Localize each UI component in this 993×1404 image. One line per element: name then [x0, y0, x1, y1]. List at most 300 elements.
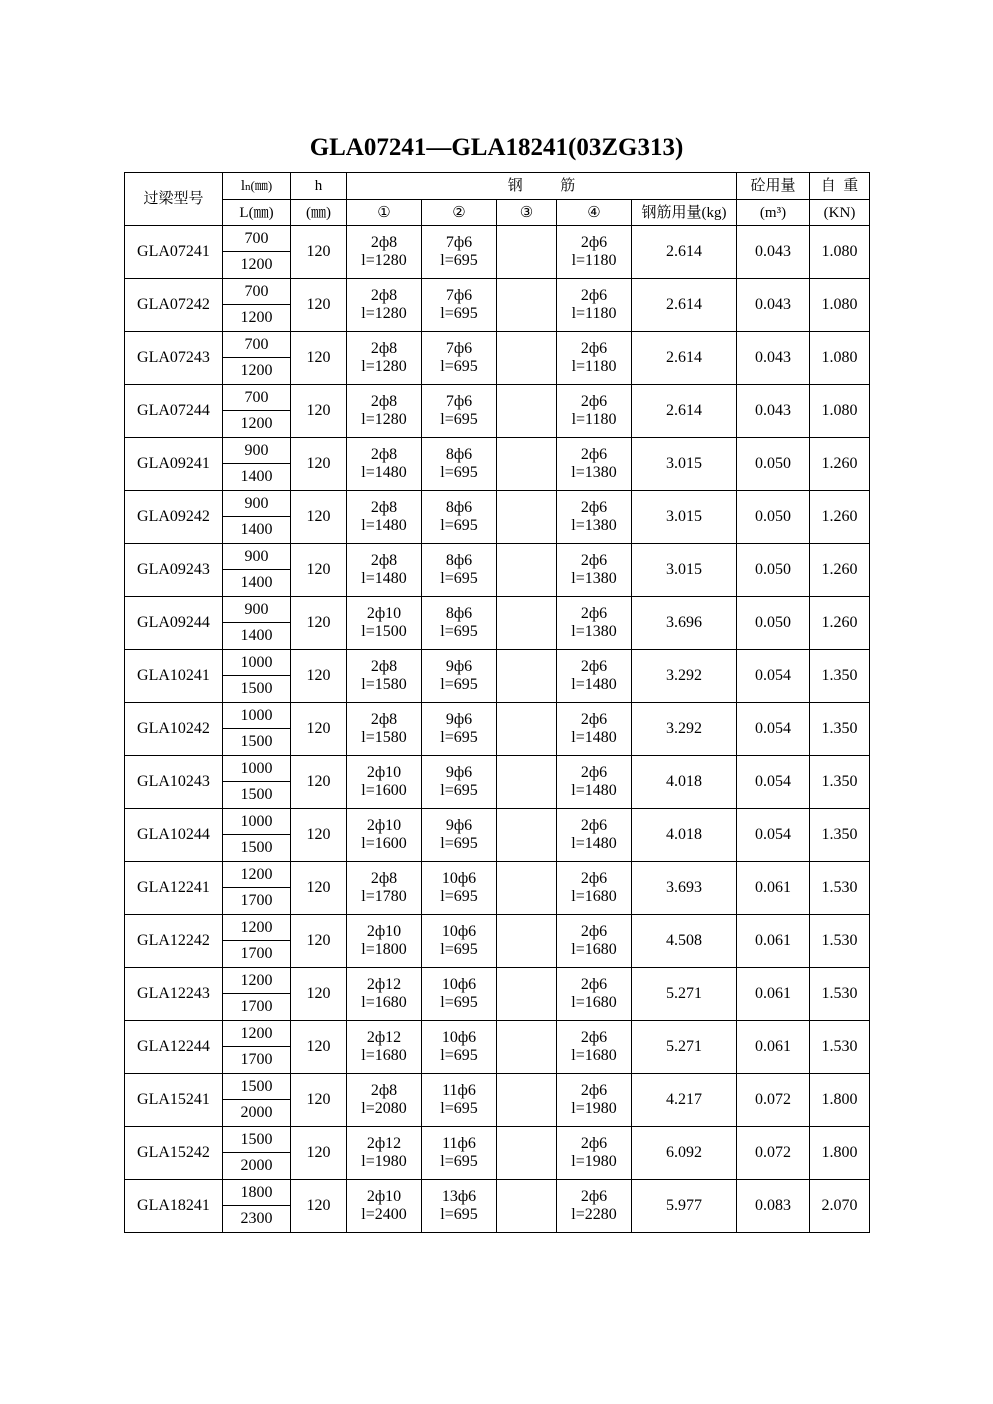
weight-cell: 1.350: [810, 650, 870, 703]
ln-cell: 1500: [223, 1127, 291, 1153]
weight-cell: 1.260: [810, 597, 870, 650]
rebar1-length: l=1780: [347, 888, 422, 915]
header-h-unit: (㎜): [291, 200, 347, 226]
h-cell: 120: [291, 1021, 347, 1074]
steel-amount-cell: 4.217: [632, 1074, 737, 1127]
rebar4-count: 2ф6: [557, 332, 632, 358]
ln-cell: 1200: [223, 862, 291, 888]
rebar4-count: 2ф6: [557, 862, 632, 888]
rebar1-count: 2ф10: [347, 915, 422, 941]
steel-amount-cell: 3.015: [632, 544, 737, 597]
h-cell: 120: [291, 597, 347, 650]
rebar4-count: 2ф6: [557, 1074, 632, 1100]
model-cell: GLA15242: [125, 1127, 223, 1180]
rebar4-length: l=1180: [557, 358, 632, 385]
weight-cell: 1.080: [810, 385, 870, 438]
rebar3-count: [497, 332, 557, 358]
rebar4-length: l=2280: [557, 1206, 632, 1233]
rebar2-length: l=695: [422, 729, 497, 756]
rebar1-count: 2ф10: [347, 597, 422, 623]
rebar2-count: 8ф6: [422, 597, 497, 623]
header-c1: ①: [347, 200, 422, 226]
rebar1-count: 2ф12: [347, 968, 422, 994]
rebar4-count: 2ф6: [557, 809, 632, 835]
ln-cell: 700: [223, 385, 291, 411]
rebar3-length: [497, 1153, 557, 1180]
rebar4-length: l=1680: [557, 994, 632, 1021]
rebar2-length: l=695: [422, 1047, 497, 1074]
rebar4-length: l=1380: [557, 623, 632, 650]
model-cell: GLA18241: [125, 1180, 223, 1233]
rebar1-length: l=1680: [347, 1047, 422, 1074]
ln-cell: 1500: [223, 1074, 291, 1100]
rebar4-count: 2ф6: [557, 1180, 632, 1206]
model-cell: GLA09242: [125, 491, 223, 544]
steel-amount-cell: 5.271: [632, 1021, 737, 1074]
concrete-cell: 0.054: [737, 703, 810, 756]
steel-amount-cell: 2.614: [632, 226, 737, 279]
h-cell: 120: [291, 226, 347, 279]
rebar1-length: l=1580: [347, 729, 422, 756]
L-cell: 2000: [223, 1100, 291, 1127]
weight-cell: 1.260: [810, 438, 870, 491]
concrete-cell: 0.043: [737, 385, 810, 438]
rebar2-count: 8ф6: [422, 544, 497, 570]
L-cell: 1500: [223, 782, 291, 809]
ln-cell: 900: [223, 438, 291, 464]
h-cell: 120: [291, 862, 347, 915]
rebar3-count: [497, 1021, 557, 1047]
L-cell: 2300: [223, 1206, 291, 1233]
L-cell: 1700: [223, 941, 291, 968]
rebar3-length: [497, 623, 557, 650]
weight-cell: 1.530: [810, 862, 870, 915]
weight-cell: 1.260: [810, 491, 870, 544]
header-weight-unit: (KN): [810, 200, 870, 226]
rebar1-length: l=2080: [347, 1100, 422, 1127]
table-row: [125, 332, 870, 358]
rebar4-count: 2ф6: [557, 226, 632, 252]
L-cell: 1400: [223, 517, 291, 544]
table-row: [125, 597, 870, 623]
rebar4-count: 2ф6: [557, 650, 632, 676]
header-ln: ln(㎜): [223, 173, 291, 200]
ln-cell: 1200: [223, 915, 291, 941]
concrete-cell: 0.054: [737, 756, 810, 809]
rebar1-count: 2ф10: [347, 1180, 422, 1206]
steel-amount-cell: 5.271: [632, 968, 737, 1021]
rebar1-length: l=1280: [347, 252, 422, 279]
rebar2-length: l=695: [422, 358, 497, 385]
L-cell: 2000: [223, 1153, 291, 1180]
table-row: [125, 544, 870, 570]
rebar2-count: 11ф6: [422, 1127, 497, 1153]
rebar1-length: l=1280: [347, 305, 422, 332]
rebar2-length: l=695: [422, 1100, 497, 1127]
rebar2-length: l=695: [422, 464, 497, 491]
weight-cell: 1.530: [810, 968, 870, 1021]
concrete-cell: 0.050: [737, 597, 810, 650]
table-row: [125, 1127, 870, 1153]
steel-amount-cell: 2.614: [632, 332, 737, 385]
rebar3-length: [497, 358, 557, 385]
rebar1-length: l=1480: [347, 464, 422, 491]
table-row: [125, 385, 870, 411]
rebar4-length: l=1680: [557, 888, 632, 915]
steel-amount-cell: 4.508: [632, 915, 737, 968]
h-cell: 120: [291, 809, 347, 862]
concrete-cell: 0.061: [737, 1021, 810, 1074]
rebar1-count: 2ф8: [347, 438, 422, 464]
rebar4-count: 2ф6: [557, 491, 632, 517]
table-row: [125, 968, 870, 994]
rebar4-length: l=1480: [557, 676, 632, 703]
rebar2-count: 7ф6: [422, 279, 497, 305]
rebar1-length: l=1680: [347, 994, 422, 1021]
concrete-cell: 0.050: [737, 544, 810, 597]
ln-cell: 700: [223, 279, 291, 305]
rebar1-length: l=1600: [347, 835, 422, 862]
model-cell: GLA15241: [125, 1074, 223, 1127]
header-L: L(㎜): [223, 200, 291, 226]
rebar4-length: l=1180: [557, 411, 632, 438]
rebar1-count: 2ф12: [347, 1021, 422, 1047]
header-steel-amount: 钢筋用量(kg): [632, 200, 737, 226]
table-row: [125, 809, 870, 835]
steel-amount-cell: 2.614: [632, 279, 737, 332]
rebar3-count: [497, 862, 557, 888]
rebar4-length: l=1680: [557, 941, 632, 968]
rebar2-count: 9ф6: [422, 703, 497, 729]
rebar3-length: [497, 570, 557, 597]
table-row: [125, 438, 870, 464]
steel-amount-cell: 3.693: [632, 862, 737, 915]
model-cell: GLA10243: [125, 756, 223, 809]
weight-cell: 1.080: [810, 332, 870, 385]
rebar1-count: 2ф8: [347, 385, 422, 411]
rebar1-length: l=1480: [347, 517, 422, 544]
rebar2-count: 7ф6: [422, 226, 497, 252]
rebar1-length: l=1580: [347, 676, 422, 703]
rebar2-length: l=695: [422, 411, 497, 438]
rebar3-length: [497, 464, 557, 491]
rebar1-length: l=1800: [347, 941, 422, 968]
rebar2-length: l=695: [422, 252, 497, 279]
h-cell: 120: [291, 968, 347, 1021]
concrete-cell: 0.072: [737, 1074, 810, 1127]
rebar3-length: [497, 888, 557, 915]
header-h: h: [291, 173, 347, 200]
rebar2-count: 13ф6: [422, 1180, 497, 1206]
table-row: [125, 491, 870, 517]
steel-amount-cell: 5.977: [632, 1180, 737, 1233]
ln-cell: 1200: [223, 968, 291, 994]
rebar3-length: [497, 676, 557, 703]
rebar2-count: 7ф6: [422, 385, 497, 411]
model-cell: GLA07242: [125, 279, 223, 332]
model-cell: GLA10244: [125, 809, 223, 862]
rebar3-length: [497, 782, 557, 809]
ln-cell: 900: [223, 491, 291, 517]
rebar4-length: l=1680: [557, 1047, 632, 1074]
table-row: [125, 756, 870, 782]
rebar3-length: [497, 941, 557, 968]
rebar3-length: [497, 729, 557, 756]
L-cell: 1500: [223, 676, 291, 703]
rebar3-length: [497, 994, 557, 1021]
rebar1-count: 2ф8: [347, 1074, 422, 1100]
model-cell: GLA07241: [125, 226, 223, 279]
L-cell: 1700: [223, 888, 291, 915]
table-row: [125, 703, 870, 729]
rebar4-length: l=1180: [557, 305, 632, 332]
rebar1-count: 2ф10: [347, 756, 422, 782]
weight-cell: 1.080: [810, 279, 870, 332]
rebar2-length: l=695: [422, 623, 497, 650]
ln-cell: 1200: [223, 1021, 291, 1047]
rebar2-length: l=695: [422, 1206, 497, 1233]
h-cell: 120: [291, 438, 347, 491]
ln-cell: 1000: [223, 650, 291, 676]
rebar4-count: 2ф6: [557, 703, 632, 729]
rebar3-length: [497, 411, 557, 438]
L-cell: 1200: [223, 358, 291, 385]
rebar2-count: 7ф6: [422, 332, 497, 358]
rebar1-count: 2ф8: [347, 332, 422, 358]
weight-cell: 1.800: [810, 1074, 870, 1127]
rebar3-count: [497, 226, 557, 252]
rebar3-length: [497, 305, 557, 332]
table-row: [125, 1074, 870, 1100]
ln-cell: 1800: [223, 1180, 291, 1206]
weight-cell: 1.350: [810, 756, 870, 809]
L-cell: 1400: [223, 570, 291, 597]
rebar4-count: 2ф6: [557, 1127, 632, 1153]
rebar2-length: l=695: [422, 517, 497, 544]
rebar2-length: l=695: [422, 888, 497, 915]
rebar3-count: [497, 1180, 557, 1206]
h-cell: 120: [291, 385, 347, 438]
rebar3-length: [497, 252, 557, 279]
rebar2-length: l=695: [422, 835, 497, 862]
rebar3-count: [497, 703, 557, 729]
rebar1-length: l=1600: [347, 782, 422, 809]
steel-amount-cell: 3.292: [632, 703, 737, 756]
rebar1-length: l=1980: [347, 1153, 422, 1180]
rebar2-count: 9ф6: [422, 756, 497, 782]
model-cell: GLA12241: [125, 862, 223, 915]
steel-amount-cell: 3.292: [632, 650, 737, 703]
weight-cell: 1.080: [810, 226, 870, 279]
ln-cell: 1000: [223, 756, 291, 782]
rebar2-count: 10ф6: [422, 1021, 497, 1047]
steel-amount-cell: 3.015: [632, 491, 737, 544]
lintel-table: [124, 172, 870, 1233]
L-cell: 1500: [223, 729, 291, 756]
concrete-cell: 0.043: [737, 332, 810, 385]
L-cell: 1200: [223, 305, 291, 332]
rebar2-count: 10ф6: [422, 862, 497, 888]
steel-amount-cell: 4.018: [632, 756, 737, 809]
rebar1-length: l=2400: [347, 1206, 422, 1233]
model-cell: GLA12244: [125, 1021, 223, 1074]
rebar2-length: l=695: [422, 994, 497, 1021]
table-row: [125, 862, 870, 888]
ln-cell: 1000: [223, 809, 291, 835]
ln-cell: 700: [223, 226, 291, 252]
rebar3-count: [497, 385, 557, 411]
concrete-cell: 0.043: [737, 279, 810, 332]
model-cell: GLA09244: [125, 597, 223, 650]
concrete-cell: 0.083: [737, 1180, 810, 1233]
rebar4-count: 2ф6: [557, 597, 632, 623]
model-cell: GLA10241: [125, 650, 223, 703]
rebar4-length: l=1380: [557, 570, 632, 597]
rebar4-count: 2ф6: [557, 279, 632, 305]
weight-cell: 1.530: [810, 915, 870, 968]
header-rebar: 钢 筋: [347, 173, 737, 200]
rebar3-count: [497, 968, 557, 994]
rebar2-count: 8ф6: [422, 491, 497, 517]
h-cell: 120: [291, 1127, 347, 1180]
weight-cell: 2.070: [810, 1180, 870, 1233]
rebar1-count: 2ф10: [347, 809, 422, 835]
rebar2-length: l=695: [422, 676, 497, 703]
ln-cell: 900: [223, 544, 291, 570]
rebar3-count: [497, 279, 557, 305]
header-model: 过梁型号: [125, 173, 223, 226]
steel-amount-cell: 2.614: [632, 385, 737, 438]
L-cell: 1400: [223, 464, 291, 491]
rebar4-count: 2ф6: [557, 438, 632, 464]
h-cell: 120: [291, 650, 347, 703]
L-cell: 1200: [223, 411, 291, 438]
rebar4-length: l=1480: [557, 835, 632, 862]
rebar2-length: l=695: [422, 1153, 497, 1180]
table-row: [125, 226, 870, 252]
rebar4-count: 2ф6: [557, 385, 632, 411]
rebar1-count: 2ф8: [347, 862, 422, 888]
rebar4-length: l=1980: [557, 1100, 632, 1127]
concrete-cell: 0.054: [737, 809, 810, 862]
rebar3-count: [497, 915, 557, 941]
concrete-cell: 0.061: [737, 862, 810, 915]
rebar3-count: [497, 809, 557, 835]
rebar4-length: l=1180: [557, 252, 632, 279]
rebar1-length: l=1500: [347, 623, 422, 650]
ln-cell: 900: [223, 597, 291, 623]
h-cell: 120: [291, 1074, 347, 1127]
steel-amount-cell: 3.015: [632, 438, 737, 491]
concrete-cell: 0.061: [737, 968, 810, 1021]
steel-amount-cell: 4.018: [632, 809, 737, 862]
rebar2-count: 10ф6: [422, 915, 497, 941]
rebar4-count: 2ф6: [557, 1021, 632, 1047]
h-cell: 120: [291, 332, 347, 385]
rebar1-length: l=1280: [347, 358, 422, 385]
rebar1-count: 2ф12: [347, 1127, 422, 1153]
rebar3-count: [497, 1127, 557, 1153]
rebar3-count: [497, 544, 557, 570]
rebar3-count: [497, 1074, 557, 1100]
L-cell: 1200: [223, 252, 291, 279]
model-cell: GLA09241: [125, 438, 223, 491]
h-cell: 120: [291, 915, 347, 968]
h-cell: 120: [291, 1180, 347, 1233]
rebar1-count: 2ф8: [347, 279, 422, 305]
h-cell: 120: [291, 279, 347, 332]
table-row: [125, 915, 870, 941]
rebar4-count: 2ф6: [557, 915, 632, 941]
rebar2-count: 8ф6: [422, 438, 497, 464]
rebar4-count: 2ф6: [557, 756, 632, 782]
L-cell: 1500: [223, 835, 291, 862]
L-cell: 1700: [223, 1047, 291, 1074]
model-cell: GLA09243: [125, 544, 223, 597]
h-cell: 120: [291, 756, 347, 809]
rebar1-length: l=1280: [347, 411, 422, 438]
header-c2: ②: [422, 200, 497, 226]
concrete-cell: 0.054: [737, 650, 810, 703]
rebar4-count: 2ф6: [557, 544, 632, 570]
ln-cell: 1000: [223, 703, 291, 729]
rebar4-length: l=1380: [557, 464, 632, 491]
concrete-cell: 0.061: [737, 915, 810, 968]
rebar2-length: l=695: [422, 941, 497, 968]
header-c3: ③: [497, 200, 557, 226]
h-cell: 120: [291, 544, 347, 597]
rebar2-length: l=695: [422, 305, 497, 332]
weight-cell: 1.800: [810, 1127, 870, 1180]
rebar3-length: [497, 1047, 557, 1074]
rebar3-length: [497, 1100, 557, 1127]
rebar2-count: 11ф6: [422, 1074, 497, 1100]
rebar4-length: l=1980: [557, 1153, 632, 1180]
table-row: [125, 650, 870, 676]
rebar1-count: 2ф8: [347, 226, 422, 252]
weight-cell: 1.260: [810, 544, 870, 597]
model-cell: GLA12243: [125, 968, 223, 1021]
weight-cell: 1.530: [810, 1021, 870, 1074]
rebar3-count: [497, 491, 557, 517]
rebar3-length: [497, 1206, 557, 1233]
rebar2-length: l=695: [422, 782, 497, 809]
weight-cell: 1.350: [810, 703, 870, 756]
concrete-cell: 0.050: [737, 438, 810, 491]
L-cell: 1400: [223, 623, 291, 650]
rebar1-length: l=1480: [347, 570, 422, 597]
rebar2-count: 10ф6: [422, 968, 497, 994]
table-row: [125, 1021, 870, 1047]
h-cell: 120: [291, 491, 347, 544]
header-concrete: 砼用量: [737, 173, 810, 200]
rebar3-count: [497, 597, 557, 623]
rebar1-count: 2ф8: [347, 491, 422, 517]
steel-amount-cell: 3.696: [632, 597, 737, 650]
page-title: GLA07241—GLA18241(03ZG313): [309, 134, 684, 161]
rebar2-count: 9ф6: [422, 650, 497, 676]
h-cell: 120: [291, 703, 347, 756]
rebar2-length: l=695: [422, 570, 497, 597]
rebar3-length: [497, 517, 557, 544]
rebar2-count: 9ф6: [422, 809, 497, 835]
concrete-cell: 0.043: [737, 226, 810, 279]
model-cell: GLA12242: [125, 915, 223, 968]
table-row: [125, 1180, 870, 1206]
rebar1-count: 2ф8: [347, 650, 422, 676]
model-cell: GLA10242: [125, 703, 223, 756]
concrete-cell: 0.072: [737, 1127, 810, 1180]
